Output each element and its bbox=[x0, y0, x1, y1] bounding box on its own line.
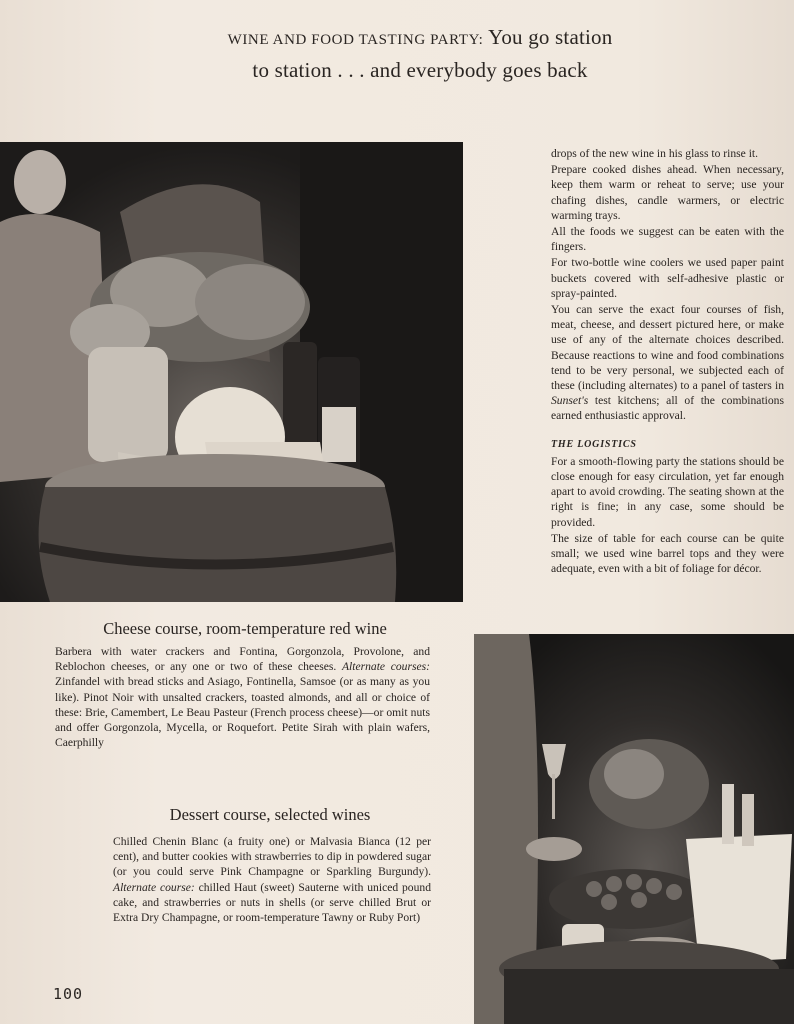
dessert-course-photo bbox=[474, 634, 794, 1024]
paragraph: For two-bottle wine coolers we used paper paint buckets covered with self-adhesive plastic or spray-painted. bbox=[551, 256, 784, 300]
right-column bbox=[551, 146, 784, 577]
cheese-course-photo bbox=[0, 142, 463, 602]
headline-caps: WINE AND FOOD TASTING PARTY: bbox=[227, 32, 484, 48]
foliage-arrangement bbox=[70, 252, 310, 362]
cracker-jar bbox=[88, 347, 168, 462]
text-span: Barbera with water crackers and Fontina, Gorgonzola, Provolone, and Reblochon cheeses, or any one or two of these cheeses. bbox=[55, 645, 430, 674]
bottle-label bbox=[322, 407, 356, 462]
champagne-bottle-neck bbox=[722, 784, 734, 844]
wine-glass bbox=[542, 744, 566, 779]
headline-line2: to station . . . and everybody goes back bbox=[252, 58, 588, 82]
dessert-course-text bbox=[113, 834, 431, 925]
headline-line1: You go station bbox=[483, 25, 613, 49]
text-span: Chilled Chenin Blanc (a fruity one) or Malvasia Bianca (12 per cent), and butter cookies with strawberries to dip in powdered sugar (or you could serve Pink Champagne or Sparkling Burgundy). bbox=[113, 835, 431, 879]
paragraph-courses bbox=[551, 302, 784, 424]
text-span: chilled Haut (sweet) Sauterne with uniced pound cake, and strawberries or nuts in shells (or serve chilled Brut or Extra Dry Champagne, or room-temperature Tawny or Ruby Port) bbox=[113, 880, 431, 925]
paragraph: All the foods we suggest can be eaten with the fingers. bbox=[551, 225, 784, 254]
dessert-course-title: Dessert course, selected wines bbox=[169, 805, 371, 824]
guest-face bbox=[14, 150, 66, 214]
paragraph: For a smooth-flowing party the stations should be close enough for easy circulation, yet far enough apart to avoid crowding. The seating shown at the right is fine; in any case, some should be provided. bbox=[551, 454, 784, 529]
magazine-name: Sunset's bbox=[551, 394, 589, 408]
paragraph: drops of the new wine in his glass to rinse it. bbox=[551, 147, 759, 160]
alternate-label: Alternate course: bbox=[113, 880, 195, 894]
cheese-course-text bbox=[55, 644, 430, 750]
foliage-arrangement bbox=[589, 739, 709, 829]
wine-barrel bbox=[504, 969, 794, 1024]
glass-stem bbox=[552, 774, 555, 819]
wine-barrel bbox=[39, 487, 397, 602]
headline bbox=[120, 22, 720, 85]
guest-hand bbox=[526, 837, 582, 861]
logistics-heading: THE LOGISTICS bbox=[551, 438, 637, 450]
page-number: 100 bbox=[53, 985, 84, 1003]
paragraph: Prepare cooked dishes ahead. When necessary, keep them warm or reheat to serve; use your chafing dishes, candle warmers, or electric warming trays. bbox=[551, 163, 784, 222]
cheese-course-title: Cheese course, room-temperature red wine bbox=[103, 619, 387, 638]
text-span: test kitchens; all of the combinations earned enthusiastic approval. bbox=[551, 394, 784, 423]
champagne-bottle-neck bbox=[742, 794, 754, 846]
text-span: Zinfandel with bread sticks and Asiago, Fontinella, Samsoe (or as many as you like). Pinot Noir with unsalted crackers, toasted almonds, and all or choice of these: Brie, Camembert, Le Beau Pasteur (French process cheese)—or omit nuts and offer Gorgonzola, Mycella, or Roquefort. Petite Sirah with plain wafers, Caerphilly bbox=[55, 675, 430, 750]
text-span: You can serve the exact four courses of fish, meat, cheese, and dessert pictured here, or make use of any of the alternate choices described. Because reactions to wine and food combinations tend to be very personal, we subjected each of these (including alternates) to a panel of tasters in bbox=[551, 303, 784, 393]
alternate-label: Alternate courses: bbox=[341, 660, 431, 674]
paragraph: The size of table for each course can be quite small; we used wine barrel tops and they were adequate, even with a bit of foliage for décor. bbox=[551, 531, 784, 576]
